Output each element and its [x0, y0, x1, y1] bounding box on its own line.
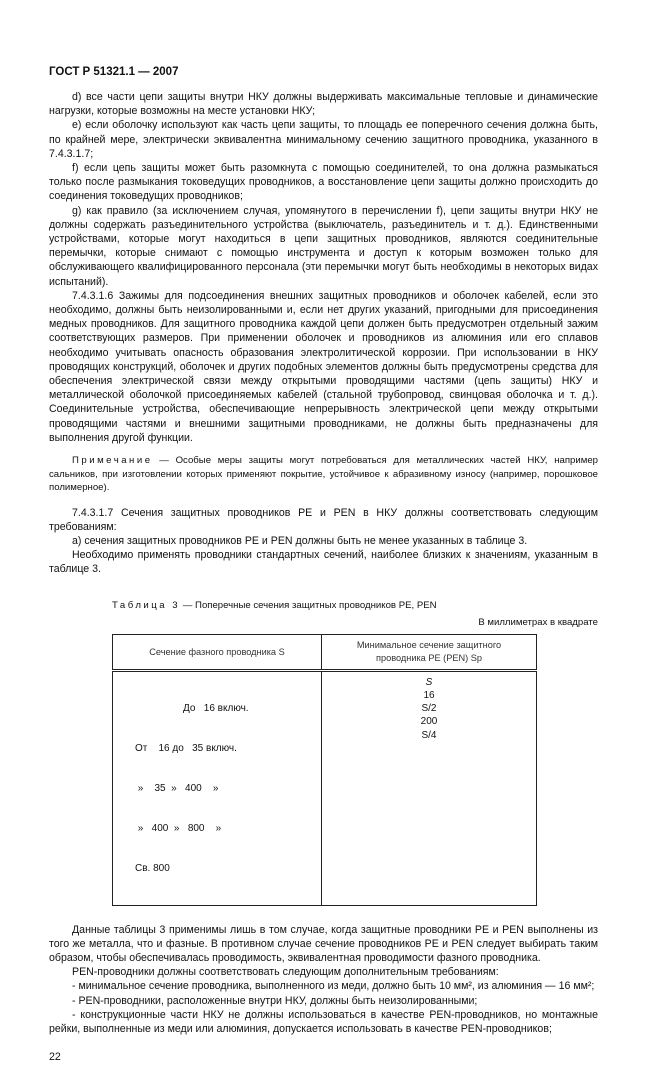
- page-number: 22: [49, 1051, 61, 1064]
- paragraph: Данные таблицы 3 применимы лишь в том случае, когда защитные проводники PE и PEN выполнены из того же металла, что и фазные. В противном случае сечение проводников PE и PEN следует выбирать таким образом, чтобы обеспечивалась проводимость, эквивалентная проводимости фазного проводника.: [49, 923, 598, 965]
- table-header-row: [113, 634, 537, 670]
- phase-section-cells: [113, 670, 322, 905]
- cell: S/2: [421, 703, 437, 715]
- paragraph: а) сечения защитных проводников PE и PEN должны быть не менее указанных в таблице 3.: [72, 534, 528, 547]
- document-page: [49, 0, 598, 1084]
- note-text: — Особые меры защиты могут потребоваться для металлических частей НКУ, например сальников, при изготовлении которых применяют покрытие, устойчивое к абразивному износу (например, порошковое полимерное).: [49, 455, 598, 494]
- cell: 200: [420, 716, 438, 728]
- pe-section-cells: [322, 670, 537, 905]
- cell: От 16 до 35 включ.: [135, 743, 237, 755]
- paragraph: - PEN-проводники, расположенные внутри НКУ, должны быть неизолированными;: [72, 994, 478, 1007]
- text-block-bottom: [49, 923, 598, 1037]
- text-block-top: [49, 90, 598, 445]
- paragraph: f) если цепь защиты может быть разомкнута с помощью соединителей, то она должна размыкаться только после размыкания токоведущих проводников, а восстановление цепи защиты должно происходить до соединения токоведущих проводников;: [49, 162, 598, 203]
- column-header: Минимальное сечение защитного проводника PE (PEN) Sp: [322, 634, 537, 670]
- paragraph: Необходимо применять проводники стандартных сечений, наиболее близких к значениям, указанным в таблице 3.: [49, 549, 598, 576]
- table-caption-text: — Поперечные сечения защитных проводников PE, PEN: [180, 599, 437, 611]
- paragraph: 7.4.3.1.7 Сечения защитных проводников PE и PEN в НКУ должны соответствовать следующим требованиям:: [49, 506, 598, 533]
- table-units: В миллиметрах в квадрате: [478, 616, 598, 628]
- cell: » 35 » 400 »: [135, 782, 219, 794]
- paragraph: - конструкционные части НКУ не должны использоваться в качестве PEN-проводников, но монтажные рейки, выполненные из меди или алюминия, допускается использовать в качестве PEN-проводников;: [49, 1008, 598, 1036]
- table-3: [112, 634, 537, 906]
- table-caption: [49, 599, 598, 612]
- cell: Св. 800: [135, 862, 170, 874]
- paragraph: PEN-проводники должны соответствовать следующим дополнительным требованиям:: [72, 966, 499, 979]
- paragraph: d) все части цепи защиты внутри НКУ должны выдерживать максимальные тепловые и динамические нагрузки, которые возможны на месте установки НКУ;: [49, 91, 598, 118]
- paragraph: - минимальное сечение проводника, выполненного из меди, должно быть 10 мм², из алюминия — 16 мм²;: [72, 980, 595, 993]
- table-row: [113, 670, 537, 905]
- table-caption-label: Таблица 3: [112, 599, 181, 611]
- paragraph: 7.4.3.1.6 Зажимы для подсоединения внешних защитных проводников и оболочек кабелей, если это необходимо, должны быть неизолированными и, если нет других указаний, пригодными для присоединения медных проводников. Для защитного проводника каждой цепи должен быть предусмотрен отдельный зажим соответствующих размеров. При применении оболочек и проводников из алюминия или его сплавов необходимо учитывать опасность образования электролитической коррозии. При использовании в НКУ проводящих конструкций, оболочек и других подобных элементов должны быть предусмотрены средства для обеспечения электрической связи между открытыми проводящими частями (цепь защиты) НКУ и металлической оболочкой присоединяемых кабелей (стальной трубопровод, свинцовая оболочка и т. д.). Соединительные устройства, обеспечивающие непрерывность электрической цепи между открытыми проводящими частями и внешними защитными проводниками, не должны быть предназначены для выполнения другой функции.: [49, 289, 598, 444]
- cell: 16: [423, 689, 435, 701]
- cell: S/4: [421, 729, 437, 741]
- paragraph: e) если оболочку используют как часть цепи защиты, то площадь ее поперечного сечения должна быть, по крайней мере, электрически эквивалентна минимальному сечению защитного проводника, указанного в 7.4.3.1.7;: [49, 119, 598, 160]
- note-label: Примечание: [72, 455, 153, 467]
- column-header: Сечение фазного проводника S: [113, 634, 322, 670]
- cell: S: [425, 676, 433, 688]
- text-block-mid: [49, 506, 598, 577]
- cell: До 16 включ.: [183, 703, 249, 715]
- cell: » 400 » 800 »: [135, 822, 222, 834]
- document-header: ГОСТ Р 51321.1 — 2007: [49, 66, 179, 78]
- note: [49, 454, 598, 495]
- paragraph: g) как правило (за исключением случая, упомянутого в перечислении f), цепи защиты внутри НКУ не должны содержать разъединительного устройства (выключатель, разъединитель и т. д.). Единственными устройствами, которые могут находиться в цепи защитных проводников, являются соединительные перемычки, которые снимают с помощью инструмента и доступ к которым возможен только для обслуживающего квалифицированного персонала (эти перемычки могут быть необходимы в некоторых видах испытаний).: [49, 204, 598, 288]
